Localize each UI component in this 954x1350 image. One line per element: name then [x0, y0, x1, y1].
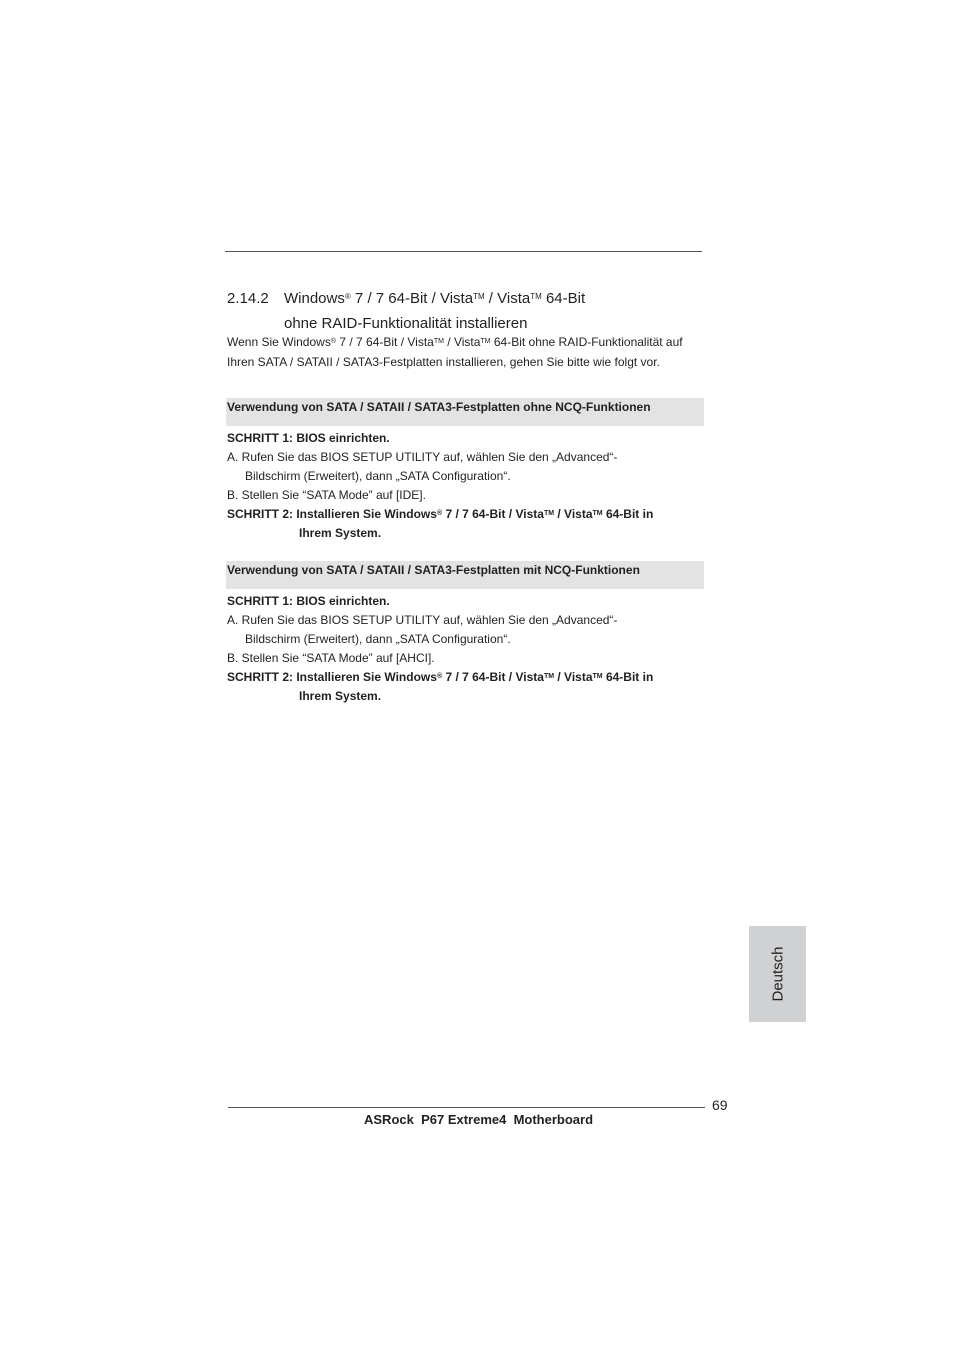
- step-a-line2: Bildschirm (Erweitert), dann „SATA Configuration“.: [245, 469, 511, 483]
- section-heading-line2: ohne RAID-Funktionalität installieren: [284, 315, 528, 332]
- step2-line2: Ihrem System.: [299, 689, 382, 703]
- registered-mark: ®: [436, 673, 443, 680]
- step2-text-1: SCHRITT 2: Installieren Sie Windows: [227, 507, 437, 521]
- ncq-off-steps: [227, 429, 704, 543]
- step2-line2: Ihrem System.: [299, 526, 382, 540]
- heading-text-3: / Vista: [484, 290, 531, 307]
- ncq-off-heading: Verwendung von SATA / SATAII / SATA3-Festplatten ohne NCQ-Funktionen: [227, 400, 651, 414]
- language-side-tab: [749, 926, 806, 1022]
- step-a-line1: A. Rufen Sie das BIOS SETUP UTILITY auf, wählen Sie den „Advanced“-: [227, 613, 618, 627]
- step2-heading: [227, 505, 704, 524]
- section-number: 2.14.2: [227, 290, 269, 307]
- ncq-on-heading: Verwendung von SATA / SATAII / SATA3-Festplatten mit NCQ-Funktionen: [227, 563, 640, 577]
- step1-heading: SCHRITT 1: BIOS einrichten.: [227, 594, 390, 608]
- step2-text-4: 64-Bit in: [602, 507, 654, 521]
- intro-text-1: Wenn Sie Windows: [227, 335, 331, 349]
- intro-text-2: 7 / 7 64-Bit / Vista: [336, 335, 434, 349]
- step1-heading: SCHRITT 1: BIOS einrichten.: [227, 431, 390, 445]
- step-b: B. Stellen Sie “SATA Mode” auf [AHCI].: [227, 651, 435, 665]
- step-a-line1: A. Rufen Sie das BIOS SETUP UTILITY auf, wählen Sie den „Advanced“-: [227, 450, 618, 464]
- step2-heading: [227, 668, 704, 687]
- heading-text-1: Windows: [284, 290, 345, 307]
- registered-mark: ®: [330, 338, 336, 345]
- step2-text-3: / Vista: [554, 507, 593, 521]
- trademark-mark: TM: [592, 673, 603, 680]
- registered-mark: ®: [436, 510, 443, 517]
- heading-text-4: 64-Bit: [541, 290, 586, 307]
- intro-text-3: / Vista: [443, 335, 481, 349]
- language-label: Deutsch: [769, 946, 786, 1002]
- ncq-on-heading-bar: [226, 561, 704, 589]
- trademark-mark: TM: [473, 292, 485, 301]
- trademark-mark: TM: [543, 510, 555, 517]
- heading-text-2: 7 / 7 64-Bit / Vista: [350, 290, 474, 307]
- trademark-mark: TM: [543, 673, 555, 680]
- trademark-mark: TM: [592, 510, 603, 517]
- step2-text-1: SCHRITT 2: Installieren Sie Windows: [227, 670, 437, 684]
- ncq-on-steps: [227, 592, 704, 706]
- step2-text-2: 7 / 7 64-Bit / Vista: [442, 507, 544, 521]
- registered-mark: ®: [344, 292, 351, 301]
- ncq-off-heading-bar: [226, 398, 704, 426]
- page-number: 69: [712, 1097, 728, 1113]
- trademark-mark: TM: [530, 292, 542, 301]
- intro-text-4: 64-Bit ohne RAID-Funktionalität auf Ihren SATA / SATAII / SATA3-Festplatten installieren, gehen Sie bitte wie folgt vor.: [227, 335, 683, 369]
- intro-paragraph: [227, 333, 704, 372]
- top-rule: [225, 251, 702, 252]
- footer-title: ASRock P67 Extreme4 Motherboard: [364, 1112, 594, 1127]
- section-heading: [227, 286, 585, 336]
- trademark-mark: TM: [433, 338, 444, 345]
- step2-text-2: 7 / 7 64-Bit / Vista: [442, 670, 544, 684]
- trademark-mark: TM: [480, 338, 491, 345]
- step-a-line2: Bildschirm (Erweitert), dann „SATA Configuration“.: [245, 632, 511, 646]
- step2-text-4: 64-Bit in: [602, 670, 654, 684]
- section-heading-line1: [227, 286, 585, 311]
- step-b: B. Stellen Sie “SATA Mode” auf [IDE].: [227, 488, 426, 502]
- step2-text-3: / Vista: [554, 670, 593, 684]
- bottom-rule: [228, 1107, 705, 1108]
